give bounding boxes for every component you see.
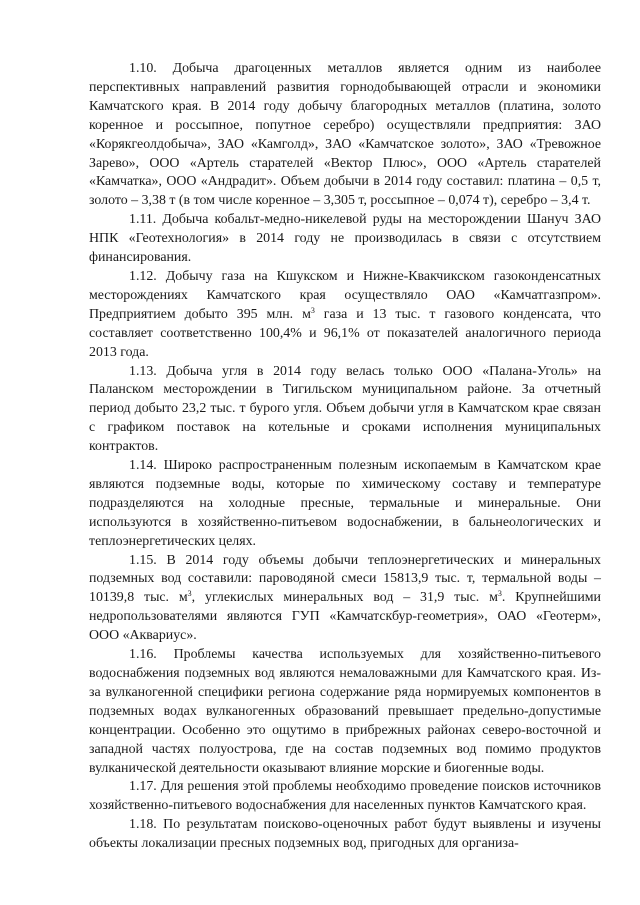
paragraph-1-13: 1.13. Добыча угля в 2014 году велась только ООО «Палана-Уголь» на Паланском месторождении в Тигильском муниципальном районе. За отчетный период добыто 23,2 тыс. т бурого угля. Объем добычи угля в Камчатском крае связан с графиком поставок на котельные и сроками исполнения муниципальных контрактов. xyxy=(89,363,601,455)
superscript-cubic: 3 xyxy=(497,589,502,599)
paragraph-1-11: 1.11. Добыча кобальт-медно-никелевой руды на месторождении Шануч ЗАО НПК «Геотехнология» в 2014 году не производилась в связи с отсутствием финансирования. xyxy=(89,212,601,266)
paragraph-1-15 xyxy=(89,552,601,647)
paragraph-1-18: 1.18. По результатам поисково-оценочных работ будут выявлены и изучены объекты локализации пресных подземных вод, пригодных для организа- xyxy=(89,817,601,852)
superscript-cubic: 3 xyxy=(310,305,315,315)
document-body xyxy=(89,60,601,854)
paragraph-1-14: 1.14. Широко распространенным полезным ископаемым в Камчатском крае являются подземные воды, которые по химическому составу и температуре подразделяются на холодные пресные, термальные и минеральные. Они используются в хозяйственно-питьевом водоснабжении, в бальнеологических и теплоэнергетических целях. xyxy=(89,458,601,549)
paragraph-1-12-text-before: 1.12. Добычу газа на Кшукском и Нижне-Квакчикском газоконденсатных месторождениях Камчатского края осуществляло ОАО «Камчатгазпром». Предприятием добыто 395 млн. м xyxy=(89,268,601,322)
paragraph-1-12-text-after: газа и 13 тыс. т газового конденсата, что составляет соответственно 100,4% и 96,1% от показателей аналогичного периода 2013 года. xyxy=(89,306,601,360)
paragraph-1-15-part-1: 1.15. В 2014 году объемы добычи теплоэнергетических и минеральных подземных вод составили: пароводяной смеси 15813,9 тыс. т, термальной воды – 10139,8 тыс. м xyxy=(89,552,601,606)
paragraph-1-16: 1.16. Проблемы качества используемых для хозяйственно-питьевого водоснабжения подземных вод являются немаловажными для Камчатского края. Из-за вулканогенной специфики региона содержание ряда нормируемых компонентов в подземных водах вулканогенных образований превышает предельно-допустимые концентрации. Особенно это ощутимо в прибрежных районах северо-восточной и западной частях полуострова, где на состав подземных вод помимо продуктов вулканической деятельности оказывают влияние морские и биогенные воды. xyxy=(89,647,601,776)
paragraph-1-12 xyxy=(89,268,601,363)
paragraph-1-15-part-3: . Крупнейшими недропользователями являются ГУП «Камчатскбур-геометрия», ОАО «Геотерм», ООО «Аквариус». xyxy=(89,590,601,644)
paragraph-1-15-part-2: , углекислых минеральных вод – 31,9 тыс. м xyxy=(191,590,498,606)
paragraph-1-17: 1.17. Для решения этой проблемы необходимо проведение поисков источников хозяйственно-питьевого водоснабжения для населенных пунктов Камчатского края. xyxy=(89,779,601,814)
paragraph-1-10: 1.10. Добыча драгоценных металлов является одним из наиболее перспективных направлений развития горнодобывающей отрасли и экономики Камчатского края. В 2014 году добычу благородных металлов (платина, золото коренное и россыпное, попутное серебро) осуществляли предприятия: ЗАО «Корякгеолдобыча», ЗАО «Камголд», ЗАО «Камчатское золото», ЗАО «Тревожное Зарево», ООО «Артель старателей «Вектор Плюс», ООО «Артель старателей «Камчатка», ООО «Андрадит». Объем добычи в 2014 году составил: платина – 0,5 т, золото – 3,38 т (в том числе коренное – 3,305 т, россыпное – 0,074 т), серебро – 3,4 т. xyxy=(89,61,601,209)
superscript-cubic: 3 xyxy=(187,589,192,599)
